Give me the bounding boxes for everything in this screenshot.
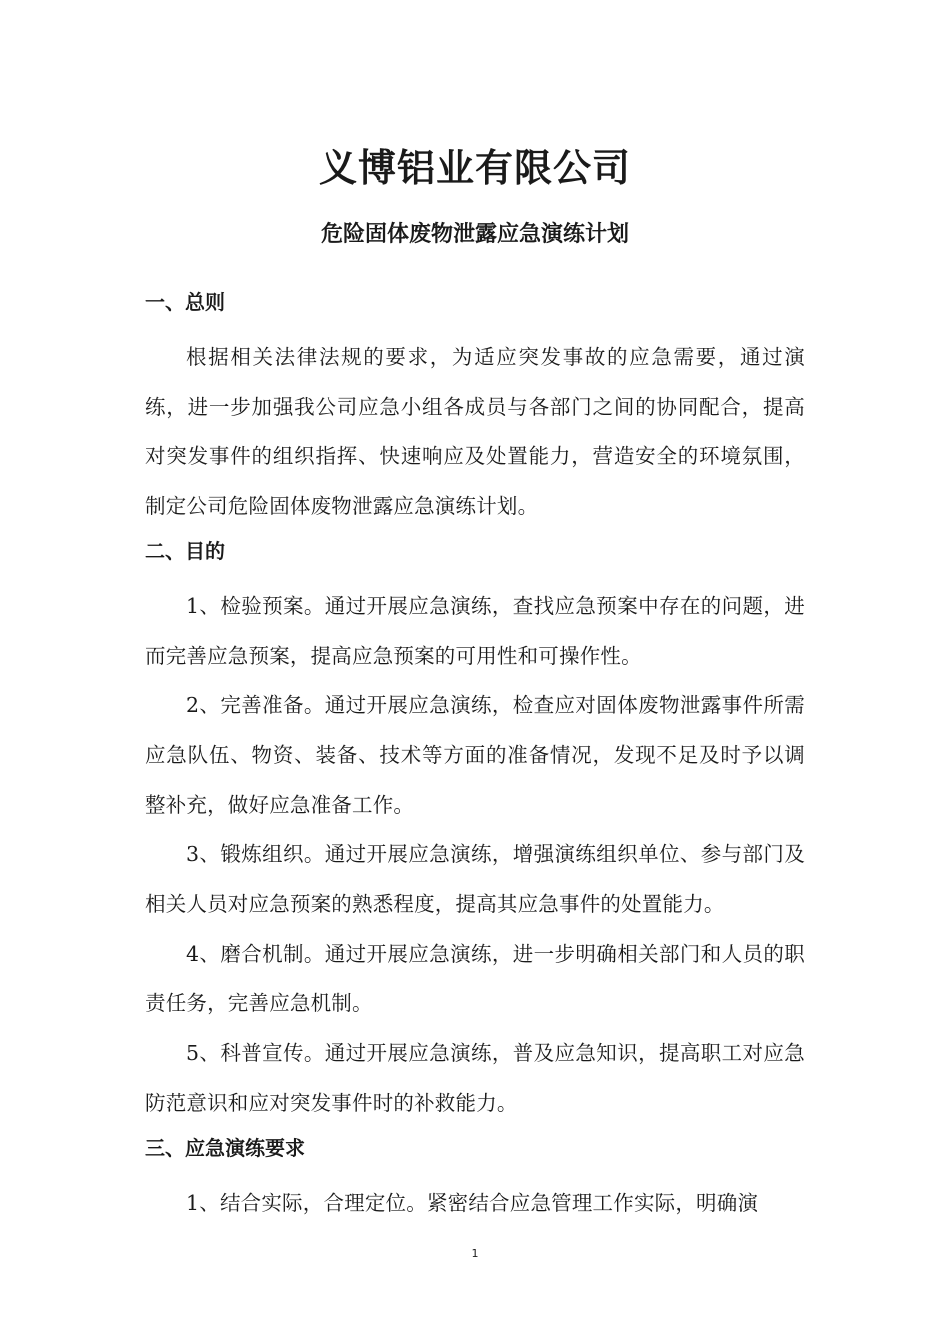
section-heading: 三、应急演练要求 (145, 1135, 305, 1160)
paragraph: 4、磨合机制。通过开展应急演练，进一步明确相关部门和人员的职责任务，完善应急机制。 (145, 941, 805, 1016)
paragraph: 3、锻炼组织。通过开展应急演练，增强演练组织单位、参与部门及相关人员对应急预案的熟悉程度，提高其应急事件的处置能力。 (145, 842, 805, 917)
section-heading: 二、目的 (145, 538, 225, 563)
document-body (145, 283, 805, 1228)
document-subtitle: 危险固体废物泄露应急演练计划 (320, 222, 629, 247)
section-general (145, 283, 805, 532)
paragraph: 1、检验预案。通过开展应急演练，查找应急预案中存在的问题，进而完善应急预案，提高应急预案的可用性和可操作性。 (145, 593, 805, 668)
section-requirements (145, 1129, 805, 1229)
page-number: 1 (471, 1247, 479, 1260)
paragraph: 根据相关法律法规的要求，为适应突发事故的应急需要，通过演练，进一步加强我公司应急小组各成员与各部门之间的协同配合，提高对突发事件的组织指挥、快速响应及处置能力，营造安全的环境氛围，制定公司危险固体废物泄露应急演练计划。 (145, 345, 805, 519)
paragraph: 1、结合实际，合理定位。紧密结合应急管理工作实际，明确演 (186, 1190, 759, 1215)
paragraph: 2、完善准备。通过开展应急演练，检查应对固体废物泄露事件所需应急队伍、物资、装备、技术等方面的准备情况，发现不足及时予以调整补充，做好应急准备工作。 (145, 693, 805, 817)
page-title: 义博铝业有限公司 (318, 146, 631, 190)
section-heading: 一、总则 (145, 290, 225, 314)
section-purpose (145, 532, 805, 1129)
paragraph: 5、科普宣传。通过开展应急演练，普及应急知识，提高职工对应急防范意识和应对突发事件时的补救能力。 (145, 1041, 805, 1115)
